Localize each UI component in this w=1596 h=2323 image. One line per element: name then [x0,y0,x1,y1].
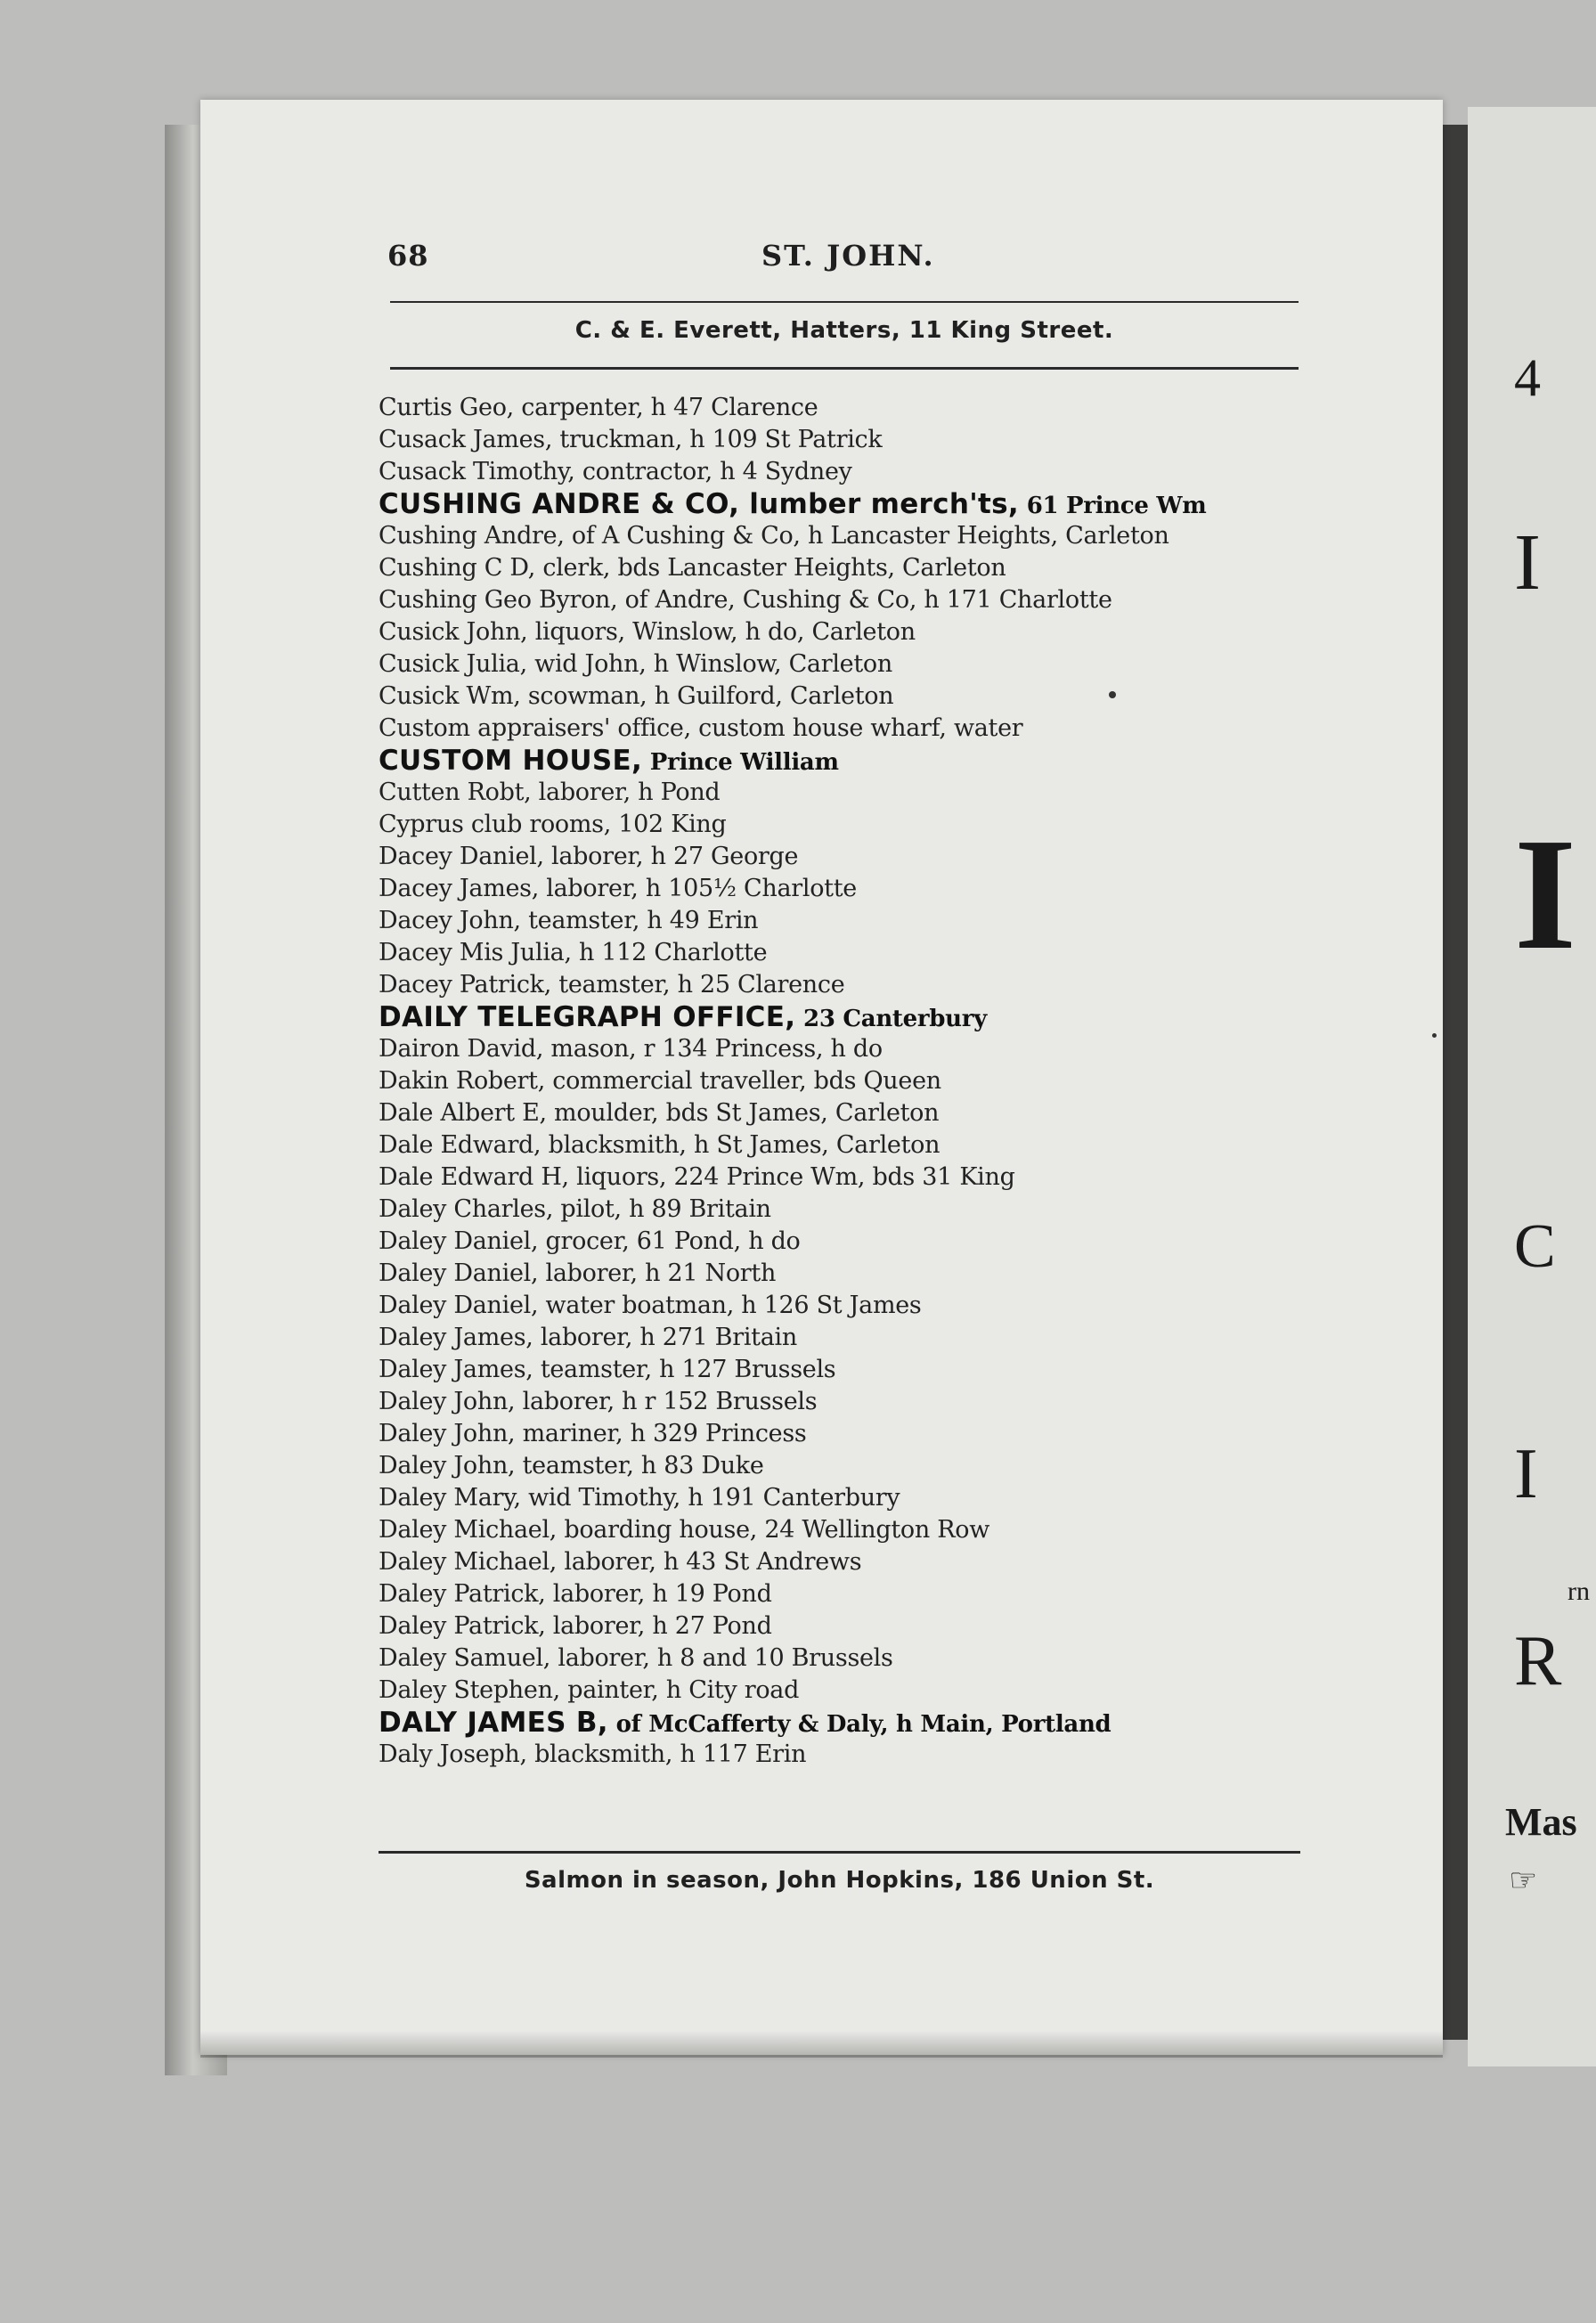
directory-entry [379,424,1305,456]
directory-entry-heading [379,488,1305,520]
directory-entry-heading [379,745,1305,777]
entry-name: Dale Edward H, liquors, 224 Prince Wm, bds 31 King [379,1163,1015,1191]
entry-name: CUSHING ANDRE & CO, lumber merch'ts, [379,488,1019,520]
entry-name: Cusick John, liquors, Winslow, h do, Carleton [379,618,916,646]
entry-name: CUSTOM HOUSE, [379,745,643,777]
directory-entries [379,392,1305,1771]
entry-name: Cushing Andre, of A Cushing & Co, h Lancaster Heights, Carleton [379,522,1169,550]
entry-name: Cushing C D, clerk, bds Lancaster Heights, Carleton [379,554,1006,582]
entry-name: Daley Charles, pilot, h 89 Britain [379,1195,771,1223]
entry-address: of McCafferty & Daly, h Main, Portland [607,1711,1112,1738]
directory-entry [379,713,1305,745]
directory-entry [379,1065,1305,1097]
entry-name: Dale Edward, blacksmith, h St James, Carleton [379,1131,940,1159]
entry-name: Dacey Mis Julia, h 112 Charlotte [379,939,768,966]
directory-entry [379,1322,1305,1354]
entry-name: Daley Patrick, laborer, h 19 Pond [379,1580,772,1608]
directory-entry [379,809,1305,841]
directory-entry [379,873,1305,905]
entry-name: Dacey Daniel, laborer, h 27 George [379,843,799,870]
entry-name: Daley Stephen, painter, h City road [379,1676,800,1704]
header-rule-top [390,301,1299,303]
entry-name: Daley John, mariner, h 329 Princess [379,1420,807,1447]
facing-fragment: 4 [1514,348,1541,407]
directory-entry [379,1194,1305,1226]
directory-entry [379,456,1305,488]
facing-fragment: I [1514,805,1577,982]
entry-name: Daley Michael, boarding house, 24 Wellington Row [379,1516,990,1544]
entry-name: Daley Mary, wid Timothy, h 191 Canterbury [379,1484,900,1512]
directory-entry [379,520,1305,552]
directory-entry [379,1354,1305,1386]
entry-name: Daley James, teamster, h 127 Brussels [379,1356,836,1383]
entry-name: Cusack Timothy, contractor, h 4 Sydney [379,458,852,485]
directory-entry [379,1258,1305,1290]
directory-entry [379,1162,1305,1194]
directory-entry [379,1226,1305,1258]
facing-fragment: C [1514,1212,1556,1281]
directory-entry [379,905,1305,937]
entry-name: Cushing Geo Byron, of Andre, Cushing & Co, h 171 Charlotte [379,586,1112,614]
directory-entry [379,937,1305,969]
directory-entry [379,1097,1305,1129]
entry-address: 61 Prince Wm [1018,493,1207,519]
entry-name: Daley Daniel, grocer, 61 Pond, h do [379,1227,801,1255]
directory-entry [379,1386,1305,1418]
facing-fragment: Mas [1505,1800,1577,1844]
entry-name: Dacey John, teamster, h 49 Erin [379,907,759,934]
entry-name: DAILY TELEGRAPH OFFICE, [379,1001,796,1033]
entry-name: Dale Albert E, moulder, bds St James, Carleton [379,1099,940,1127]
entry-name: DALY JAMES B, [379,1707,608,1739]
ink-blot [1109,691,1116,698]
header-rule-bottom [390,367,1299,370]
footer-advertisement: Salmon in season, John Hopkins, 186 Union St. [524,1867,1155,1894]
header-advertisement: C. & E. Everett, Hatters, 11 King Street. [574,317,1114,344]
entry-name: Daley Samuel, laborer, h 8 and 10 Brussels [379,1644,893,1672]
entry-name: Daley Patrick, laborer, h 27 Pond [379,1612,772,1640]
directory-entry [379,1450,1305,1482]
page-number: 68 [387,239,429,273]
footer-rule [379,1851,1300,1854]
facing-fragment: I [1514,518,1541,607]
running-title: ST. JOHN. [761,239,935,273]
directory-entry [379,616,1305,648]
directory-entry [379,681,1305,713]
entry-address: 23 Canterbury [795,1006,987,1032]
entry-name: Dakin Robert, commercial traveller, bds Queen [379,1067,941,1095]
directory-entry [379,648,1305,681]
entry-name: Cusack James, truckman, h 109 St Patrick [379,426,883,453]
directory-entry [379,1418,1305,1450]
directory-entry [379,1610,1305,1642]
entry-name: Custom appraisers' office, custom house wharf, water [379,714,1023,742]
directory-entry [379,1675,1305,1707]
directory-entry [379,777,1305,809]
entry-name: Daley James, laborer, h 271 Britain [379,1324,797,1351]
directory-entry [379,1739,1305,1771]
entry-name: Cusick Wm, scowman, h Guilford, Carleton [379,682,894,710]
facing-fragment: I [1514,1435,1538,1513]
facing-page-fragments [1505,338,1596,1942]
directory-entry [379,1482,1305,1514]
facing-fragment: rn [1568,1577,1590,1606]
directory-entry [379,1033,1305,1065]
directory-entry [379,1514,1305,1546]
ink-blot [1432,1033,1437,1038]
entry-name: Cusick Julia, wid John, h Winslow, Carleton [379,650,892,678]
entry-name: Cutten Robt, laborer, h Pond [379,778,721,806]
directory-entry [379,1578,1305,1610]
directory-entry [379,584,1305,616]
directory-entry [379,1129,1305,1162]
directory-entry [379,552,1305,584]
entry-name: Daley John, laborer, h r 152 Brussels [379,1388,818,1415]
directory-entry [379,1642,1305,1675]
entry-name: Curtis Geo, carpenter, h 47 Clarence [379,394,818,421]
directory-entry-heading [379,1001,1305,1033]
directory-entry [379,392,1305,424]
entry-name: Daley Michael, laborer, h 43 St Andrews [379,1548,862,1576]
entry-name: Daley John, teamster, h 83 Duke [379,1452,764,1479]
entry-name: Cyprus club rooms, 102 King [379,811,727,838]
directory-entry-heading [379,1707,1305,1739]
directory-entry [379,841,1305,873]
entry-name: Daley Daniel, water boatman, h 126 St James [379,1292,922,1319]
facing-fragment: R [1514,1622,1562,1700]
entry-name: Daly Joseph, blacksmith, h 117 Erin [379,1740,807,1768]
directory-entry [379,969,1305,1001]
directory-entry [379,1290,1305,1322]
entry-name: Dacey Patrick, teamster, h 25 Clarence [379,971,845,998]
entry-name: Dairon David, mason, r 134 Princess, h do [379,1035,883,1063]
page-shadow [200,2031,1443,2058]
directory-entry [379,1546,1305,1578]
entry-name: Dacey James, laborer, h 105½ Charlotte [379,875,857,902]
pointing-hand-icon: ☞ [1509,1862,1538,1898]
entry-name: Daley Daniel, laborer, h 21 North [379,1259,777,1287]
entry-address: Prince William [642,749,839,776]
